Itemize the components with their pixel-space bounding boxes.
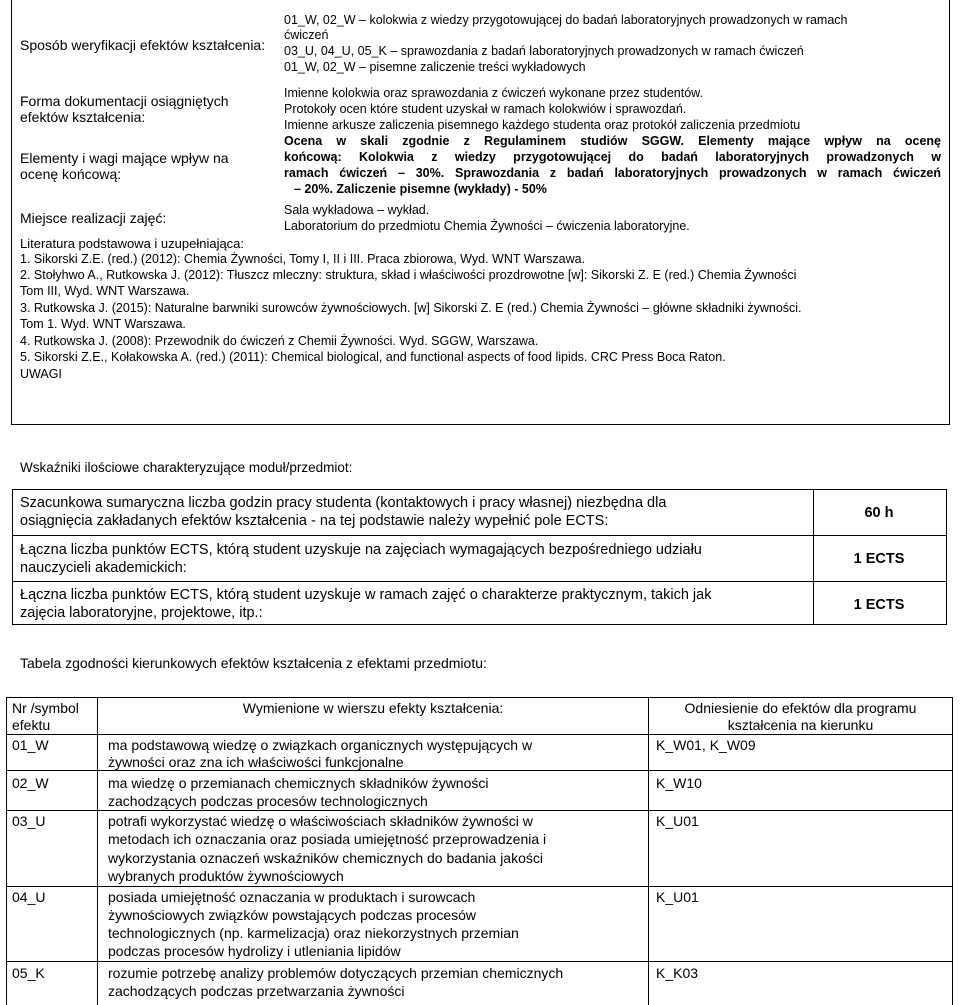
row-4-ref: K_U01 bbox=[656, 889, 699, 905]
row-3-line-4: wybranych produktów żywnościowych bbox=[108, 868, 344, 884]
header-symbol-1: Nr /symbol bbox=[12, 700, 79, 716]
verification-line-2: ćwiczeń bbox=[284, 28, 329, 42]
row-2-line-1: ma wiedzę o przemianach chemicznych składników żywności bbox=[108, 775, 489, 791]
literature-line-6: 4. Rutkowska J. (2008): Przewodnik do ćwiczeń z Chemii Żywności. Wyd. SGGW, Warszawa. bbox=[20, 334, 539, 348]
row-2-ref: K_W10 bbox=[656, 775, 702, 791]
ects-row-1-value: 60 h bbox=[864, 505, 894, 521]
grading-line-4: – 20%. Zaliczenie pisemne (wykłady) - 50% bbox=[294, 182, 547, 196]
row-1-ref: K_W01, K_W09 bbox=[656, 737, 756, 753]
grading-line-1: Ocena w skali zgodnie z Regulaminem studiów SGGW. Elementy mające wpływ na ocenę bbox=[284, 134, 941, 148]
row-4-symbol: 04_U bbox=[12, 889, 46, 905]
location-label: Miejsce realizacji zajęć: bbox=[20, 210, 167, 226]
ects-row-2-line-1: Łączna liczba punktów ECTS, którą student uzyskuje na zajęciach wymagających bezpośredniego udziału bbox=[20, 542, 702, 558]
ects-row-2-value: 1 ECTS bbox=[853, 551, 905, 567]
location-line-2: Laboratorium do przedmiotu Chemia Żywności – ćwiczenia laboratoryjne. bbox=[284, 219, 690, 233]
row-5-line-2: zachodzących podczas przetwarzania żywności bbox=[108, 983, 405, 999]
literature-line-5: Tom 1. Wyd. WNT Warszawa. bbox=[20, 317, 186, 331]
row-2-symbol: 02_W bbox=[12, 775, 49, 791]
verification-line-1: 01_W, 02_W – kolokwia z wiedzy przygotowującej do badań laboratoryjnych prowadzonych w ramach bbox=[284, 13, 848, 27]
header-reference-2: kształcenia na kierunku bbox=[727, 717, 874, 733]
literature-line-2: 2. Stołyhwo A., Rutkowska J. (2012): Tłuszcz mleczny: struktura, skład i właściwości prozdrowotne [w]: Sikorski Z. E (red.) Chemia Żywności bbox=[20, 268, 797, 282]
row-1-line-2: żywności oraz zna ich właściwości funkcjonalne bbox=[108, 754, 404, 770]
grading-label-2: ocenę końcową: bbox=[20, 166, 122, 182]
header-effects: Wymienione w wierszu efekty kształcenia: bbox=[242, 700, 504, 716]
indicators-heading: Wskaźniki ilościowe charakteryzujące moduł/przedmiot: bbox=[20, 460, 353, 475]
ects-row-2-line-2: nauczycieli akademickich: bbox=[20, 560, 187, 576]
verification-line-3: 03_U, 04_U, 05_K – sprawozdania z badań laboratoryjnych prowadzonych w ramach ćwiczeń bbox=[284, 44, 804, 58]
documentation-label-2: efektów kształcenia: bbox=[20, 109, 146, 125]
literature-line-4: 3. Rutkowska J. (2015): Naturalne barwniki surowców żywnościowych. [w] Sikorski Z. E (red.) Chemia Żywności – główne składniki żywności. bbox=[20, 301, 802, 315]
row-1-line-1: ma podstawową wiedzę o związkach organicznych występujących w bbox=[108, 737, 533, 753]
literature-line-1: 1. Sikorski Z.E. (red.) (2012): Chemia Żywności, Tomy I, II i III. Praca zbiorowa, Wyd. WNT Warszawa. bbox=[20, 252, 586, 266]
row-3-line-2: metodach ich oznaczania oraz posiada umiejętność przeprowadzenia i bbox=[108, 831, 547, 847]
documentation-line-1: Imienne kolokwia oraz sprawozdania z ćwiczeń wykonane przez studentów. bbox=[284, 86, 703, 100]
row-3-line-3: wykorzystania oznaczeń wskaźników chemicznych do badania jakości bbox=[108, 850, 543, 866]
literature-line-3: Tom III, Wyd. WNT Warszawa. bbox=[20, 284, 190, 298]
ects-row-1-line-1: Szacunkowa sumaryczna liczba godzin pracy studenta (kontaktowych i pracy własnej) niezbędna dla bbox=[20, 495, 667, 511]
literature-heading: Literatura podstawowa i uzupełniająca: bbox=[20, 236, 245, 251]
row-4-line-1: posiada umiejętność oznaczania w produktach i surowcach bbox=[108, 889, 476, 905]
row-1-symbol: 01_W bbox=[12, 737, 49, 753]
grading-line-2: końcową: Kolokwia z wiedzy przygotowującej do badań laboratoryjnych prowadzonych w bbox=[284, 150, 941, 164]
row-4-line-4: podczas procesów hydrolizy i utleniania lipidów bbox=[108, 943, 401, 959]
documentation-label-1: Forma dokumentacji osiągniętych bbox=[20, 93, 229, 109]
compliance-heading: Tabela zgodności kierunkowych efektów kształcenia z efektami przedmiotu: bbox=[20, 655, 487, 671]
verification-label: Sposób weryfikacji efektów kształcenia: bbox=[20, 37, 266, 53]
documentation-line-3: Imienne arkusze zaliczenia pisemnego każdego studenta oraz protokół zaliczenia przedmiotu bbox=[284, 118, 801, 132]
row-5-symbol: 05_K bbox=[12, 965, 45, 981]
row-3-ref: K_U01 bbox=[656, 813, 699, 829]
row-4-line-3: technologicznych (np. karmelizacja) oraz niekorzystnych przemian bbox=[108, 925, 519, 941]
grading-line-3: ramach ćwiczeń – 30%. Sprawozdania z badań laboratoryjnych prowadzonych w ramach ćwiczeń bbox=[284, 166, 941, 180]
literature-line-7: 5. Sikorski Z.E., Kołakowska A. (red.) (2011): Chemical biological, and functional aspects of food lipids. CRC Press Boca Raton. bbox=[20, 350, 726, 364]
ects-row-1-line-2: osiągnięcia zakładanych efektów kształcenia - na tej podstawie należy wypełnić pole ECTS: bbox=[20, 513, 609, 529]
header-symbol-2: efektu bbox=[12, 717, 51, 733]
row-2-line-2: zachodzących podczas procesów technologicznych bbox=[108, 793, 428, 809]
row-3-line-1: potrafi wykorzystać wiedzę o właściwościach składników żywności w bbox=[108, 813, 533, 829]
location-line-1: Sala wykładowa – wykład. bbox=[284, 203, 430, 217]
ects-row-3-value: 1 ECTS bbox=[853, 597, 905, 613]
ects-row-3-line-1: Łączna liczba punktów ECTS, którą student uzyskuje w ramach zajęć o charakterze praktycznym, takich jak bbox=[20, 587, 712, 603]
verification-line-4: 01_W, 02_W – pisemne zaliczenie treści wykładowych bbox=[284, 60, 586, 74]
row-3-symbol: 03_U bbox=[12, 813, 46, 829]
notes-label: UWAGI bbox=[20, 367, 62, 381]
documentation-line-2: Protokoły ocen które student uzyskał w ramach kolokwiów i sprawozdań. bbox=[284, 102, 687, 116]
row-5-line-1: rozumie potrzebę analizy problemów dotyczących przemian chemicznych bbox=[108, 965, 564, 981]
grading-label-1: Elementy i wagi mające wpływ na bbox=[20, 150, 229, 166]
ects-row-3-line-2: zajęcia laboratoryjne, projektowe, itp.: bbox=[20, 605, 263, 621]
header-reference-1: Odniesienie do efektów dla programu bbox=[684, 700, 917, 716]
row-5-ref: K_K03 bbox=[656, 965, 699, 981]
row-4-line-2: żywnościowych związków powstających podczas procesów bbox=[108, 907, 477, 923]
